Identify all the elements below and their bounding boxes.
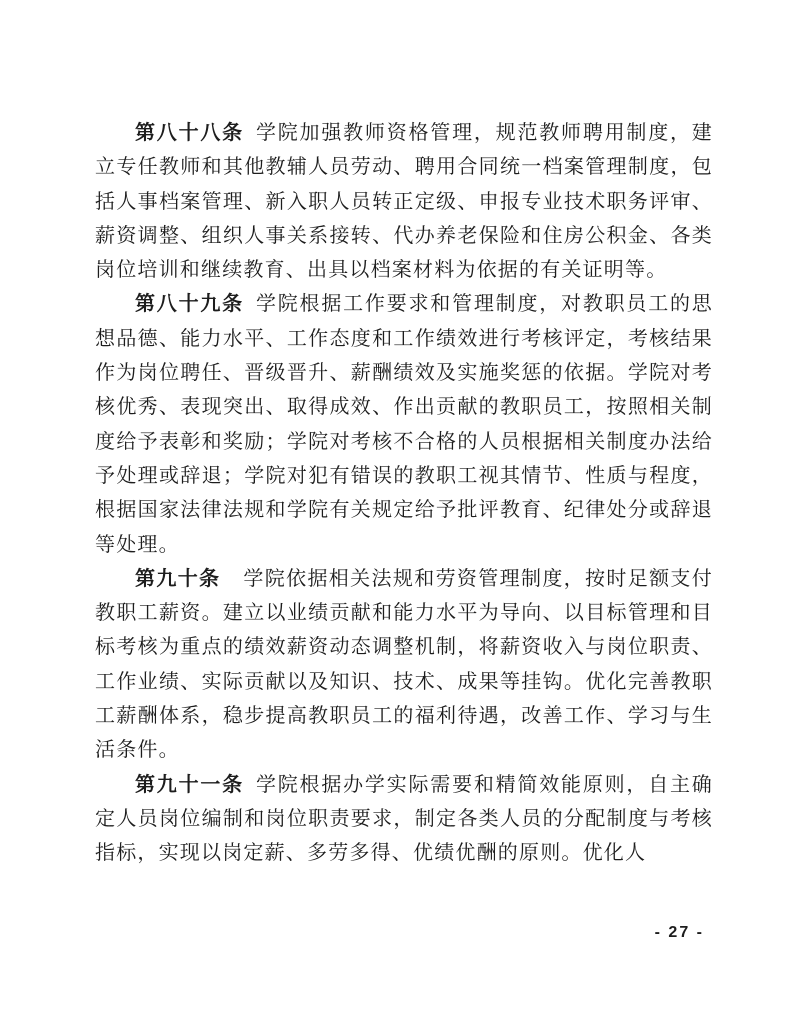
page-number: - 27 - xyxy=(654,924,704,941)
article-number: 第八十八条 xyxy=(135,122,244,144)
article-paragraph xyxy=(95,116,713,287)
article-number: 第九十条 xyxy=(135,567,221,590)
article-text: 学院依据相关法规和劳资管理制度，按时足额支付教职工薪资。建立以业绩贡献和能力水平为导向、以目标管理和目标考核为重点的绩效薪资动态调整机制，将薪资收入与岗位职责、工作业绩、实际贡献以及知识、技术、成果等挂钩。优化完善教职工薪酬体系，稳步提高教职员工的福利待遇，改善工作、学习与生活条件。 xyxy=(95,567,713,762)
article-text: 学院加强教师资格管理，规范教师聘用制度，建立专任教师和其他教辅人员劳动、聘用合同统一档案管理制度，包括人事档案管理、新入职人员转正定级、申报专业技术职务评审、薪资调整、组织人事关系接转、代办养老保险和住房公积金、各类岗位培训和继续教育、出具以档案材料为依据的有关证明等。 xyxy=(95,122,714,282)
article-number: 第八十九条 xyxy=(135,293,244,316)
document-body xyxy=(95,116,713,871)
article-text: 学院根据办学实际需要和精简效能原则，自主确定人员岗位编制和岗位职责要求，制定各类人员的分配制度与考核指标，实现以岗定薪、多劳多得、优绩优酬的原则。优化人 xyxy=(95,773,714,865)
article-number: 第九十一条 xyxy=(135,773,244,796)
article-text: 学院根据工作要求和管理制度，对教职员工的思想品德、能力水平、工作态度和工作绩效进行考核评定，考核结果作为岗位聘任、晋级晋升、薪酬绩效及实施奖惩的依据。学院对考核优秀、表现突出、取得成效、作出贡献的教职员工，按照相关制度给予表彰和奖励；学院对考核不合格的人员根据相关制度办法给予处理或辞退；学院对犯有错误的教职工视其情节、性质与程度，根据国家法律法规和学院有关规定给予批评教育、纪律处分或辞退等处理。 xyxy=(95,293,714,556)
article-paragraph xyxy=(95,562,713,768)
article-paragraph xyxy=(95,768,713,871)
article-paragraph xyxy=(95,287,713,561)
